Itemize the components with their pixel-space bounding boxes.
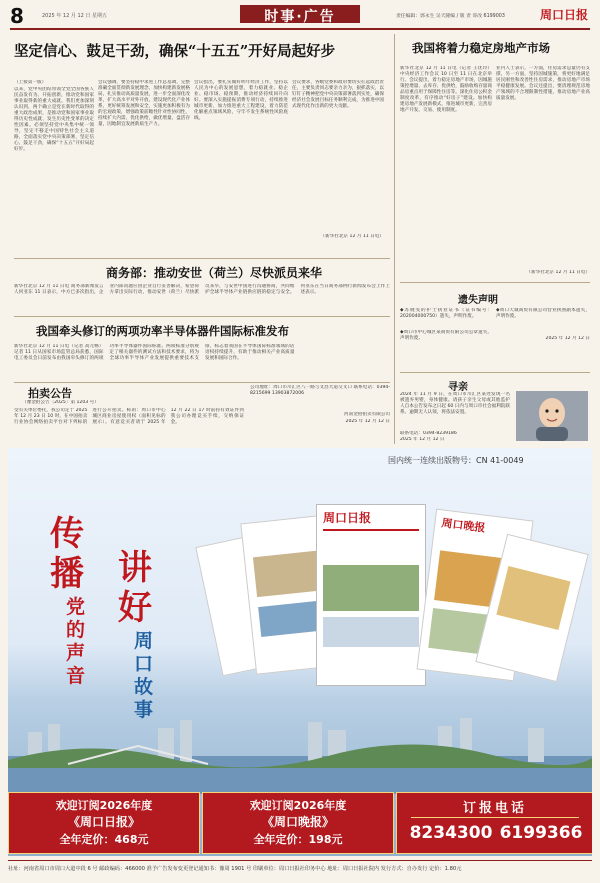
issn-line: 国内统一连续出版物号：CN 41-0049 — [388, 456, 524, 465]
article1-col4: 会议要求，各级党委和政府要切实扛起政治责任，主要负责同志要亲力亲为，狠抓落实，以钉钉子精神把党中央决策部署落到实处，确保经济社会发展目标任务顺利完成，为推进中国式现代化作出新的更大贡献。 — [292, 80, 384, 109]
divider-2 — [14, 316, 390, 317]
paper-center-name: 周口日报 — [323, 511, 372, 525]
paper-center — [316, 504, 426, 686]
notice-body: 受有关单位委托，我公司定于 2025 年 12 月 23 日 10 时，在中国拍卖行业协会网络拍卖平台对下列标的进行公开拍卖。标的：周口市中心城区商业房屋使用权（面积见标的展示）。有意竞买者请于 2025 年 12 月 22 日 17 时前持有效证件到我公司办理竞买手续，交纳保证金。 — [14, 408, 244, 425]
ad-panel — [8, 448, 592, 856]
article1-continued: （上接第一版） — [14, 80, 47, 85]
search-notice-title: 寻亲 — [448, 382, 468, 393]
article1-title: 坚定信心、鼓足干劲，确保“十五五”开好局起好步 — [14, 43, 336, 60]
article3-title: 我国牵头修订的两项功率半导体器件国际标准发布 — [36, 324, 289, 338]
slogan1-head: 传播 — [50, 514, 84, 594]
date-line: 2025 年 12 月 12 日 星期五 — [42, 13, 107, 19]
baby-icon — [516, 391, 588, 441]
phone-box — [396, 792, 592, 854]
page-number: 8 — [10, 4, 24, 28]
subscribe-daily-line1: 欢迎订阅2026年度 — [55, 799, 153, 812]
search-notice-contact: 联系电话：0394-8239186 — [400, 431, 457, 436]
lost-notice-item-3: ◆周口天诚商贸有限公司营业执照副本遗失，声明作废。 — [496, 308, 590, 319]
slogan2-tail: 周口故事 — [134, 630, 154, 721]
notice-subtitle: （豫金拍公告〔2025〕第 1203 号） — [22, 400, 99, 405]
subscribe-evening-box — [202, 792, 394, 854]
article1-col1: 以来，党中央团结带领全党全国各族人民奋发有为、开拓创新，推动党和国家事业取得新的重大成就。我们更加深刻认识到，两个确立是党在新时代取得的重大政治成果，是推动党和国家事业取得历史性成就、发生历史性变革的决定性因素。必须坚持党中央集中统一领导，坚定不移走中国特色社会主义道路，全面落实党中央决策部署，坚定信心、鼓足干劲，确保“十五五”开好局起好步。 — [14, 87, 94, 152]
editors-line: 责任编辑：郭永生 吴天隆编 / 版 责 哥改 6199003 — [396, 14, 505, 19]
article4-body: 新华社北京 12 月 11 日电（记者 王优玲）中央经济工作会议 10 日至 11 日在北京举行。会议提出，着力稳定房地产市场，因城施策控增量、去库存、优供给，鼓励收购存量商品房重点用于保障性住房等。深化住房公积金制度改革，有序推动“好房子”建设。加快构建房地产发展新模式，推进城市更新，完善房地产开发、交易、使用制度。 — [400, 66, 492, 113]
divider-3 — [14, 382, 390, 383]
lost-notice-item-1: ◆苏晓雯的护士执业证书（证书编号：202004000750）遗失，声明作废。 — [400, 308, 492, 319]
subscribe-evening-line1: 欢迎订阅2026年度 — [249, 799, 347, 812]
article3-body: 新华社北京 12 月 11 日电（记者 高元畅）记者 11 日从国家市场监管总局获悉，国际电工委员会日前发布由我国牵头修订的两项功率半导体器件国际标准。两项标准分别规定了相关器件的测试方法和技术要求，将为全球功率半导体产业发展提供重要技术支撑，标志着我国在半导体国际标准领域的话语权持续提升，有助于推动相关产业高质量发展和国际合作。 — [14, 344, 295, 361]
notice-company: 河南金拍拍卖有限公司 — [344, 412, 390, 417]
phone-number-2: 6199366 — [499, 823, 583, 843]
paper-logo: 周口日报 — [540, 8, 589, 22]
city-skyline — [8, 698, 592, 794]
lost-notice-title: 遗失声明 — [458, 295, 498, 306]
subscribe-evening-line3: 全年定价：198元 — [253, 833, 343, 846]
phone-number-1: 8234300 — [409, 823, 493, 843]
footer-rule — [8, 860, 592, 861]
subscribe-evening-line2: 《周口晚报》 — [261, 815, 334, 829]
subscribe-daily-line2: 《周口日报》 — [67, 815, 140, 829]
divider-4 — [400, 282, 590, 283]
article2-body: 新华社北京 12 月 11 日电 商务部新闻发言人何亚东 11 日表示，中方已多次指出，企业内部问题应由企业自行妥善解决，希望荷方拿出实际行动，推动安世（荷兰）尽快派员来华，与安世中国进行沟通协商，共同维护全球半导体产业链供应链的稳定与安全。何亚东在当日商务部例行新闻发布会上作上述表示。 — [14, 284, 390, 295]
search-notice-body: 2024 年 11 月 9 日，在周口市川汇区某处发现一名被遗弃男婴，身体健康。请孩子亲生父母或其他监护人自本公告发布之日起 60 日内与周口市社会福利院联系。逾期无人认领，将依法安置。 — [400, 392, 510, 415]
search-notice-date: 2025 年 12 月 12 日 — [400, 437, 445, 442]
article2-title: 商务部：推动安世（荷兰）尽快派员来华 — [106, 266, 323, 280]
slogan2-head: 讲好 — [118, 548, 152, 628]
notice-contact: 公司地址：周口市川汇区八一路与文昌大道交叉口 联系电话：0394-8215699 13903872006 — [250, 385, 390, 396]
article1-col3: 会议指出，要扎实做好明年经济工作，坚持以人民为中心的发展思想，着力稳就业、稳企业、稳市场、稳预期，推动经济持续回升向好。要深入实施提振消费专项行动，持续推进城市更新，加力推进重大工程建设，着力防范化解重点领域风险，守牢不发生系统性风险底线。 — [194, 80, 288, 121]
subscribe-daily-line3: 全年定价：468元 — [59, 833, 149, 846]
article1-col2: 会议强调，要坚持稳中求进工作总基调，完整准确全面贯彻新发展理念，加快构建新发展格局，扎实推动高质量发展，进一步全面深化改革，扩大高水平对外开放，建设现代化产业体系，更好统筹发展和安全，实施更加积极有为的宏观政策，增强政策前瞻性针对性协同性，持续扩大内需、优化供给，做优增量、盘活存量，因地制宜发展新质生产力。 — [98, 80, 190, 127]
article1-source: （新华社北京 12 月 11 日电） — [320, 234, 384, 239]
notice-title: 拍卖公告 — [28, 387, 72, 400]
notice-date: 2025 年 12 月 12 日 — [345, 419, 390, 424]
article4-title: 我国将着力稳定房地产市场 — [412, 41, 550, 55]
paper-right-name: 周口晚报 — [440, 516, 487, 535]
masthead — [0, 0, 600, 28]
divider-1 — [14, 258, 390, 259]
lost-notice-item-2: ◆周口市中心城区某商贸有限公司公章遗失，声明作废。 — [400, 330, 492, 341]
masthead-rule — [10, 28, 590, 30]
phone-title: 订报电话 — [462, 801, 527, 816]
article4-body2: 业内人士表示，一方面，住房需求总量仍有支撑，另一方面，坚持因城施策，将更好地满足居民刚性和改善性住房需求，推动房地产市场平稳健康发展。会议还提出，要清理规范房地产领域的不合理限制性措施，推动房地产业高质量发展。 — [496, 66, 590, 101]
newspaper-fan — [198, 496, 578, 726]
column-divider — [394, 34, 395, 444]
divider-5 — [400, 372, 590, 373]
section-title: 时事·广告 — [264, 9, 336, 25]
baby-photo — [516, 391, 588, 441]
lost-notice-date: 2025 年 12 月 12 日 — [545, 336, 590, 341]
slogan1-tail: 党的声音 — [66, 596, 86, 687]
subscribe-daily-box — [8, 792, 200, 854]
footer-text: 社址：河南省周口市周口大道中段 6 号 邮政编码：466000 准予广告发布变更登记通知书：豫周 1901 号 印刷单位：周口日报社印务中心 地址：周口日报社院内 发行方式：自办发行 定价：1.80元 — [8, 866, 462, 872]
article4-source: （新华社北京 12 月 11 日电） — [526, 270, 590, 275]
